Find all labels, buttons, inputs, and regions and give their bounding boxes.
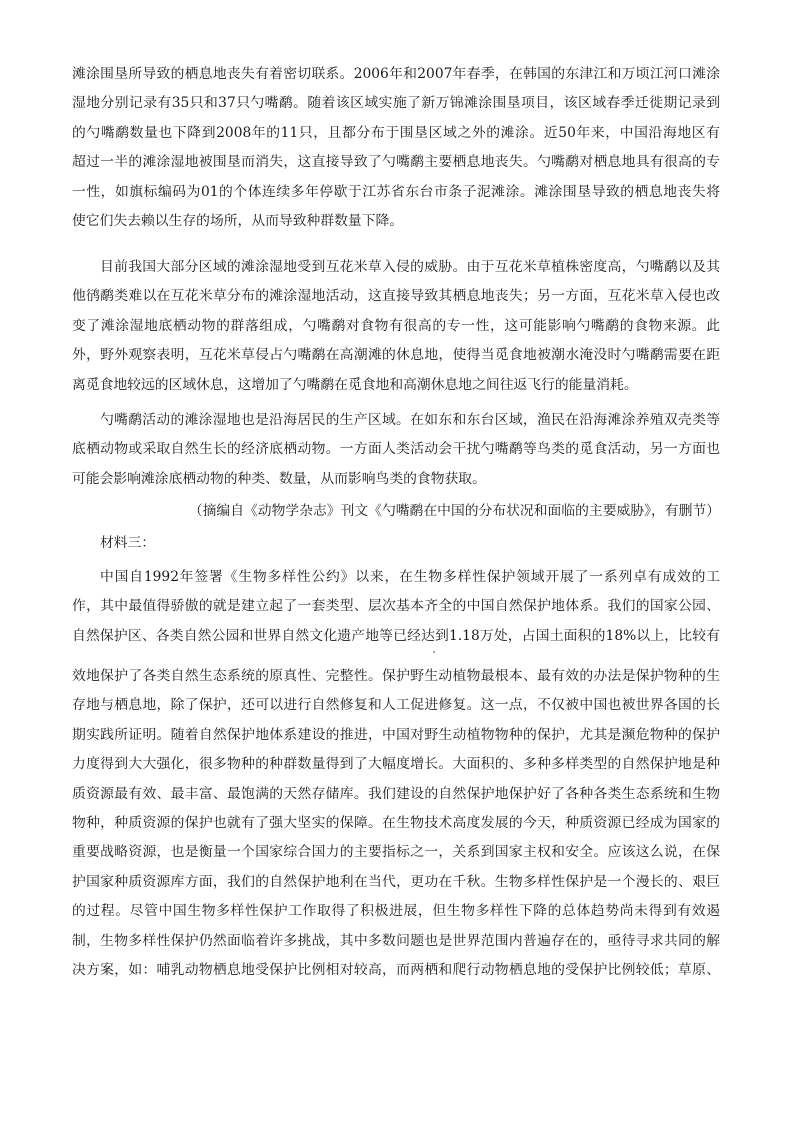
text-line: 的过程。尽管中国生物多样性保护工作取得了积极进展，但生物多样性下降的总体趋势尚未得到有效遏 — [72, 903, 720, 920]
text-line: 勺嘴鹬活动的滩涂湿地也是沿海居民的生产区域。在如东和东台区域，渔民在沿海滩涂养殖双壳类等 — [100, 412, 720, 428]
text-line: 物种，种质资源的保护也就有了强大坚实的保障。在生物技术高度发展的今天，种质资源已经成为国家的 — [72, 814, 720, 831]
text-line: 重要战略资源，也是衡量一个国家综合国力的主要指标之一，关系到国家主权和安全。应该这么说，在保 — [72, 844, 720, 861]
paragraph-biodiversity-continued — [72, 662, 720, 985]
paragraph-biodiversity-intro — [72, 563, 720, 651]
text-line: 他鸻鹬类难以在互花米草分布的滩涂湿地活动，这直接导致其栖息地丧失；另一方面，互花米草入侵也改 — [72, 288, 720, 305]
text-line: 期实践所证明。随着自然保护地体系建设的推进，中国对野生动植物物种的保护，尤其是濒危物种的保护 — [72, 726, 720, 743]
text-line: 底栖动物或采取自然生长的经济底栖动物。一方面人类活动会干扰勺嘴鹬等鸟类的觅食活动，另一方面也 — [72, 441, 720, 458]
stray-mark — [433, 651, 435, 653]
text-line: 作，其中最值得骄傲的就是建立起了一套类型、层次基本齐全的中国自然保护地体系。我们的国家公园、 — [72, 598, 720, 615]
paragraph-habitat-loss — [72, 60, 720, 236]
text-line: 决方案，如：哺乳动物栖息地受保护比例相对较高，而两栖和爬行动物栖息地的受保护比例较低；草原、 — [72, 961, 720, 978]
text-line: 效地保护了各类自然生态系统的原真性、完整性。保护野生动植物最根本、最有效的办法是保护物种的生 — [72, 668, 720, 684]
text-line: 自然保护区、各类自然公园和世界自然文化遗产地等已经达到1.18万处，占国土面积的18%以上，比较有 — [72, 627, 720, 644]
paragraph-human-activity — [72, 406, 720, 494]
text-line: 使它们失去赖以生存的场所，从而导致种群数量下降。 — [72, 212, 404, 229]
text-line: 滩涂围垦所导致的栖息地丧失有着密切联系。2006年和2007年春季，在韩国的东津江和万顷江河口滩涂 — [72, 66, 720, 82]
text-line: 存地与栖息地，除了保护，还可以进行自然修复和人工促进修复。这一点，不仅被中国也被世界各国的长 — [72, 697, 720, 714]
text-line: 力度得到大大强化，很多物种的种群数量得到了大幅度增长。大面积的、多种多样类型的自然保护地是种 — [72, 756, 720, 773]
text-line: 湿地分别记录有35只和37只勺嘴鹬。随着该区域实施了新万锦滩涂围垦项目，该区域春季迁徙期记录到 — [72, 95, 720, 112]
text-line: 可能会影响滩涂底栖动物的种类、数量，从而影响鸟类的食物获取。 — [72, 470, 486, 487]
text-line: 护国家种质资源库方面，我们的自然保护地利在当代，更功在千秋。生物多样性保护是一个漫长的、艰巨 — [72, 873, 720, 890]
text-line: 的勺嘴鹬数量也下降到2008年的11只，且都分布于围垦区域之外的滩涂。近50年来，中国沿海地区有 — [72, 124, 720, 141]
text-line: 一性，如旗标编码为01的个体连续多年停歇于江苏省东台市条子泥滩涂。滩涂围垦导致的栖息地丧失将 — [72, 183, 720, 200]
text-line: 外，野外观察表明，互花米草侵占勺嘴鹬在高潮滩的休息地，使得当觅食地被潮水淹没时勺嘴鹬需要在距 — [72, 347, 720, 364]
text-line: 离觅食地较远的区域休息，这增加了勺嘴鹬在觅食地和高潮休息地之间往返飞行的能量消耗。 — [72, 376, 638, 393]
material-three-label: 材料三： — [100, 535, 156, 551]
text-line: 质资源最有效、最丰富、最饱满的天然存储库。我们建设的自然保护地保护好了各种各类生态系统和生物 — [72, 785, 720, 802]
text-line: 目前我国大部分区域的滩涂湿地受到互花米草入侵的威胁。由于互花米草植株密度高，勺嘴鹬以及其 — [100, 259, 720, 275]
source-citation: （摘编自《动物学杂志》刊文《勺嘴鹬在中国的分布状况和面临的主要威胁》，有删节） — [188, 503, 720, 519]
text-line: 变了滩涂湿地底栖动物的群落组成，勺嘴鹬对食物有很高的专一性，这可能影响勺嘴鹬的食物来源。此 — [72, 317, 720, 334]
text-line: 制，生物多样性保护仍然面临着许多挑战，其中多数问题也是世界范围内普遍存在的，亟待寻求共同的解 — [72, 932, 720, 949]
text-line: 中国自1992年签署《生物多样性公约》以来，在生物多样性保护领域开展了一系列卓有成效的工 — [100, 569, 720, 585]
paragraph-spartina-invasion — [72, 253, 720, 400]
text-line: 超过一半的滩涂湿地被围垦而消失，这直接导致了勺嘴鹬主要栖息地丧失。勺嘴鹬对栖息地具有很高的专 — [72, 154, 720, 171]
